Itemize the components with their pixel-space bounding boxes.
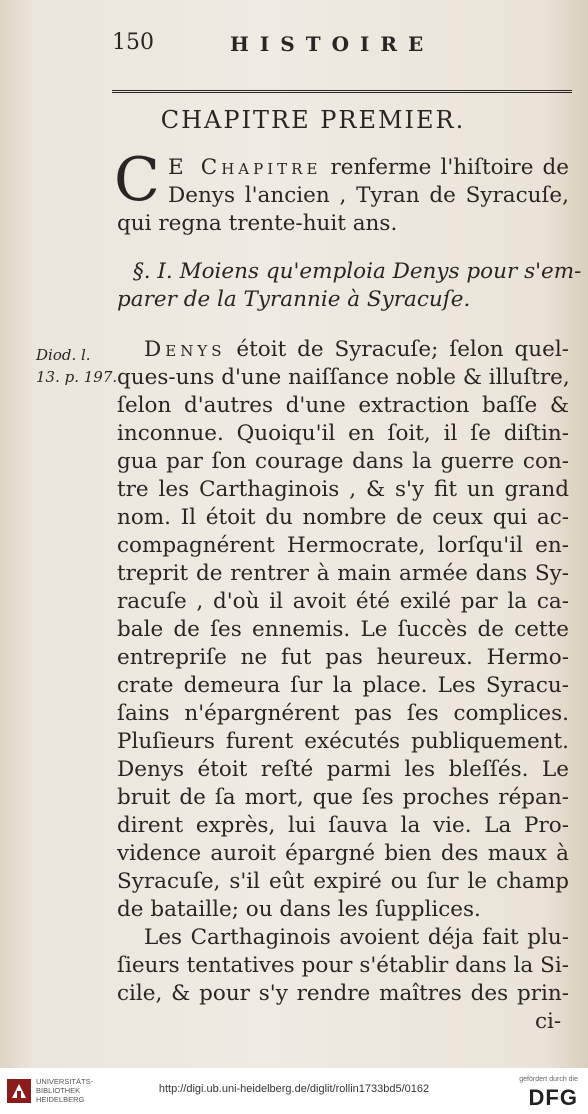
body-smallcaps: Denys <box>144 337 226 362</box>
body-line: de bataille; ou dans les ſupplices. <box>117 897 481 922</box>
body-line-1-rest: étoit de Syracuſe; ſelon quel- <box>225 337 569 362</box>
section-heading-line-1: §. I. Moiens qu'emploia Denys pour s'em- <box>133 259 582 284</box>
running-title: HISTOIRE <box>230 32 435 56</box>
body-line-para2: Les Carthaginois avoient déja fait plu- <box>144 925 569 950</box>
catchword: ci- <box>535 1009 562 1034</box>
body-line: ques-uns d'une naiſſance noble & illuſtre, <box>117 365 570 390</box>
footer-bar <box>0 1068 588 1114</box>
body-line: inconnue. Quoiqu'il en ſoit, il ſe diſtin- <box>117 421 569 446</box>
sponsor-label: gefördert durch die <box>519 1076 578 1083</box>
section-heading-line-2: parer de la Tyrannie à Syracuſe. <box>117 287 471 312</box>
body-line-para2: cile, & pour s'y rendre maîtres des prin- <box>117 981 569 1006</box>
intro-line-1 <box>168 154 569 182</box>
header-rule <box>112 90 572 95</box>
body-line: vidence auroit épargné bien des maux à <box>117 841 569 866</box>
body-line-1 <box>144 336 569 364</box>
body-line: gua par ſon courage dans la guerre con- <box>117 449 569 474</box>
intro-line-3: qui regna trente-huit ans. <box>117 211 398 236</box>
body-line: tre les Carthaginois , & s'y fit un grand <box>117 477 569 502</box>
body-line: Denys étoit reſté parmi les bleſſés. Le <box>117 757 569 782</box>
body-line: treprit de rentrer à main armée dans Sy- <box>117 561 569 586</box>
marginal-note-line-1: Diod. l. <box>36 346 91 364</box>
intro-line-1-rest: renferme l'hiſtoire de <box>321 155 569 180</box>
source-url-link[interactable]: http://digi.ub.uni-heidelberg.de/diglit/rollin1733bd5/0162 <box>158 1083 430 1095</box>
drop-cap: C <box>114 145 160 215</box>
body-line-para2: ſieurs tentatives pour s'établir dans la Si- <box>117 953 569 978</box>
library-name-line-2: BIBLIOTHEK <box>36 1086 81 1095</box>
body-line: nom. Il étoit du nombre de ceux qui ac- <box>117 505 569 530</box>
dfg-logo: DFG <box>528 1085 578 1110</box>
body-line: compagnérent Hermocrate, lorſqu'il en- <box>117 533 569 558</box>
body-line: bale de ſes ennemis. Le ſuccès de cette <box>117 617 569 642</box>
library-name-line-1: UNIVERSITÄTS- <box>36 1077 94 1086</box>
body-line: Syracuſe, s'il eût expiré ou ſur le champ <box>117 869 569 894</box>
body-line: ſelon d'autres d'une extraction baſſe & <box>117 393 569 418</box>
body-line: Pluſieurs furent exécutés publiquement. <box>117 729 569 754</box>
marginal-note-line-2: 13. p. 197. <box>36 368 118 386</box>
body-line: ſains n'épargnérent pas ſes complices. <box>117 701 569 726</box>
body-line: entrepriſe ne fut pas heureux. Hermo- <box>117 645 569 670</box>
body-line: dirent exprès, lui ſauva la vie. La Pro- <box>117 813 569 838</box>
page-number: 150 <box>112 30 154 55</box>
chapter-title: CHAPITRE PREMIER. <box>160 106 466 134</box>
body-line: crate demeura ſur la place. Les Syracu- <box>117 673 569 698</box>
intro-line-2: Denys l'ancien , Tyran de Syracuſe, <box>168 183 569 208</box>
body-line: racuſe , d'où il avoit été exilé par la ca- <box>117 589 569 614</box>
library-name-line-3: HEIDELBERG <box>36 1095 85 1104</box>
intro-smallcaps: E Chapitre <box>168 155 322 180</box>
body-line: bruit de ſa mort, que ſes proches répan- <box>117 785 569 810</box>
